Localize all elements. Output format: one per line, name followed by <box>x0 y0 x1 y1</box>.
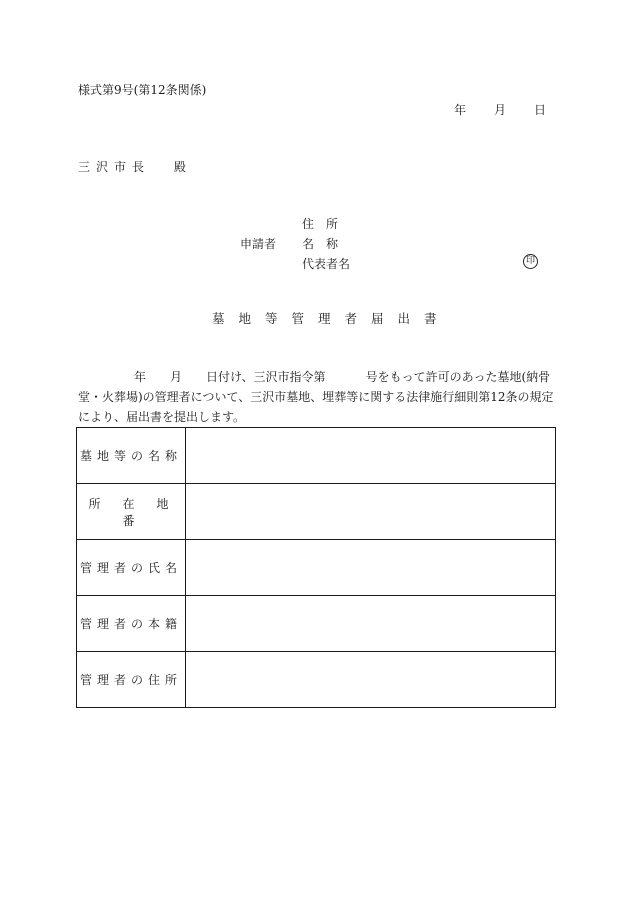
body-line-3: により、届出書を提出します。 <box>78 410 246 424</box>
table-row <box>77 596 556 652</box>
row-label-manager-address: 管理者の住所 <box>77 652 186 708</box>
table-row <box>77 652 556 708</box>
cemetery-name-field[interactable] <box>186 428 556 484</box>
addressee-name: 三沢市長 <box>78 160 151 174</box>
body-text <box>78 367 558 427</box>
row-label-manager-name: 管理者の氏名 <box>77 540 186 596</box>
row-label-cemetery-name: 墓地等の名称 <box>77 428 186 484</box>
form-number: 様式第9号(第12条関係) <box>78 83 207 97</box>
date-year-field[interactable]: 年 <box>453 103 466 117</box>
manager-name-field[interactable] <box>186 540 556 596</box>
applicant-label: 申請者 <box>240 237 277 251</box>
applicant-address-label: 住 所 <box>302 217 339 231</box>
applicant-name-label: 名 称 <box>302 237 339 251</box>
body-line-1: 年 月 日付け、三沢市指令第 号をもって許可のあった墓地(納骨 <box>134 370 551 384</box>
date-day-field[interactable]: 日 <box>533 103 546 117</box>
applicant-representative-label: 代表者名 <box>302 257 351 271</box>
document-title: 墓地等管理者届出書 <box>212 311 451 326</box>
location-field[interactable] <box>186 484 556 540</box>
table-row <box>77 428 556 484</box>
addressee <box>78 160 192 174</box>
row-label-manager-domicile: 管理者の本籍 <box>77 596 186 652</box>
addressee-honorific: 殿 <box>173 160 192 174</box>
date-line <box>426 103 546 117</box>
registration-table <box>76 427 556 708</box>
manager-address-field[interactable] <box>186 652 556 708</box>
body-line-2: 堂・火葬場)の管理者について、三沢市墓地、埋葬等に関する法律施行細則第12条の規定 <box>78 390 554 404</box>
row-label-location: 所 在 地 番 <box>77 484 186 540</box>
table-row <box>77 540 556 596</box>
applicant-block <box>302 217 350 277</box>
manager-domicile-field[interactable] <box>186 596 556 652</box>
seal-mark: 印 <box>523 254 538 269</box>
date-month-field[interactable]: 月 <box>493 103 506 117</box>
table-row <box>77 484 556 540</box>
